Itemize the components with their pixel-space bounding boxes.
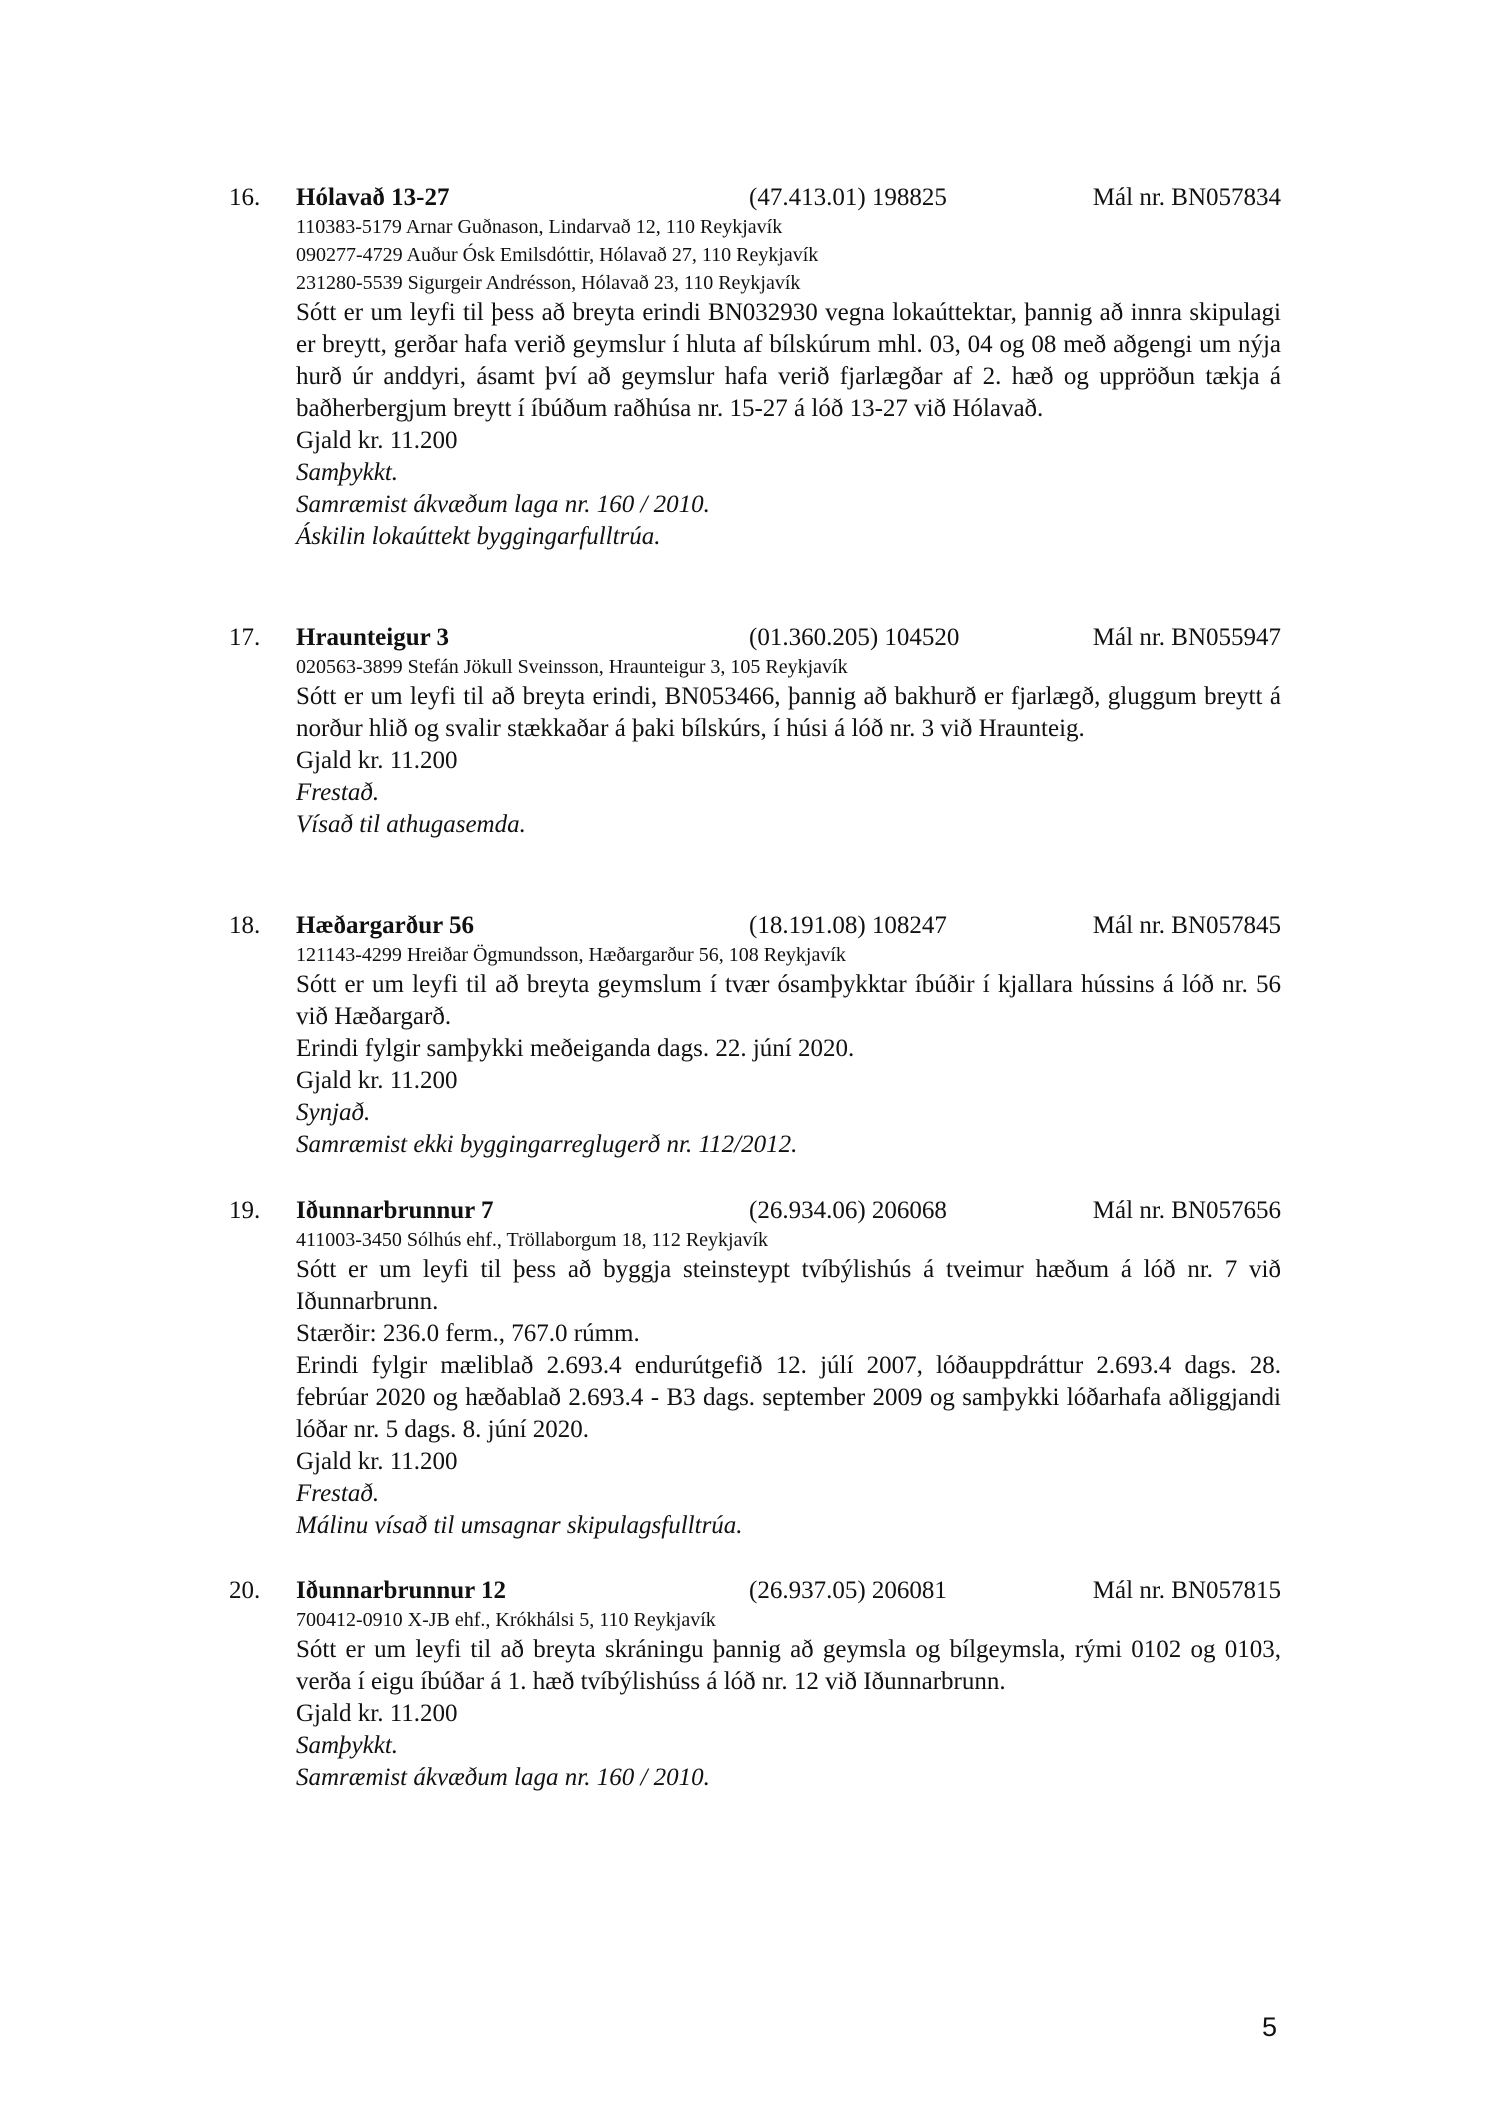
entry-address: Hraunteigur 3	[296, 624, 450, 651]
entry-address: Hæðargarður 56	[296, 912, 474, 939]
entry-body	[296, 941, 1281, 1161]
decision-line: Samræmist ákvæðum laga nr. 160 / 2010.	[296, 491, 710, 518]
entry-address: Iðunnarbrunnur 7	[296, 1197, 494, 1224]
entry-case-number: Mál nr. BN057815	[1092, 1577, 1281, 1604]
entry-address: Iðunnarbrunnur 12	[296, 1577, 507, 1604]
case-entry	[229, 1195, 1281, 1542]
entry-paragraph: Erindi fylgir mæliblað 2.693.4 endurútgefið 12. júlí 2007, lóðauppdráttur 2.693.4 dags. 28. febrúar 2020 og hæðablað 2.693.4 - B3 dags. september 2009 og samþykki lóðarhafa aðliggjandi lóðar nr. 5 dags. 8. júní 2020.	[296, 1352, 1281, 1443]
entry-case-number: Mál nr. BN057656	[1092, 1197, 1281, 1224]
decision-line: Samræmist ákvæðum laga nr. 160 / 2010.	[296, 1764, 710, 1791]
entry-header	[229, 910, 1281, 941]
entry-header	[229, 1575, 1281, 1606]
owner-line: 700412-0910 X-JB ehf., Krókhálsi 5, 110 Reykjavík	[296, 1609, 716, 1631]
owner-line: 231280-5539 Sigurgeir Andrésson, Hólavað 23, 110 Reykjavík	[296, 272, 801, 294]
entry-lot-number: (18.191.08) 108247	[749, 912, 947, 939]
entry-number: 17.	[229, 624, 261, 651]
decision-line: Áskilin lokaúttekt byggingarfulltrúa.	[296, 523, 661, 550]
entry-number: 19.	[229, 1197, 261, 1224]
entry-description: Sótt er um leyfi til að breyta geymslum í tvær ósamþykktar íbúðir í kjallara hússins á lóð nr. 56 við Hæðargarð.	[296, 971, 1281, 1030]
page-number: 5	[1262, 2012, 1278, 2042]
entry-number: 20.	[229, 1577, 261, 1604]
entry-body	[296, 1226, 1281, 1542]
decision-line: Synjað.	[296, 1099, 371, 1126]
entry-fee: Gjald kr. 11.200	[296, 747, 458, 774]
owner-line: 411003-3450 Sólhús ehf., Tröllaborgum 18, 112 Reykjavík	[296, 1229, 769, 1251]
entry-number: 18.	[229, 912, 261, 939]
decision-line: Vísað til athugasemda.	[296, 811, 526, 838]
owner-line: 090277-4729 Auður Ósk Emilsdóttir, Hólavað 27, 110 Reykjavík	[296, 244, 819, 266]
entry-description: Sótt er um leyfi til þess að breyta erindi BN032930 vegna lokaúttektar, þannig að innra skipulagi er breytt, gerðar hafa verið geymslur í hluta af bílskúrum mhl. 03, 04 og 08 með aðgengi um nýja hurð úr anddyri, ásamt því að geymslur hafa verið fjarlægðar af 2. hæð og uppröðun tækja á baðherbergjum breytt í íbúðum raðhúsa nr. 15-27 á lóð 13-27 við Hólavað.	[296, 299, 1281, 422]
case-entry	[229, 622, 1281, 841]
entry-paragraph: Erindi fylgir samþykki meðeiganda dags. 22. júní 2020.	[296, 1035, 855, 1062]
decision-line: Frestað.	[296, 1480, 380, 1507]
entry-body	[296, 213, 1281, 553]
entry-body	[296, 653, 1281, 841]
decision-line: Samþykkt.	[296, 1732, 399, 1759]
entry-number: 16.	[229, 184, 261, 211]
entry-body	[296, 1606, 1281, 1794]
entry-case-number: Mál nr. BN055947	[1092, 624, 1281, 651]
entry-lot-number: (26.934.06) 206068	[749, 1197, 947, 1224]
entry-case-number: Mál nr. BN057834	[1092, 184, 1281, 211]
entry-header	[229, 1195, 1281, 1226]
entry-lot-number: (47.413.01) 198825	[749, 184, 947, 211]
case-entry	[229, 182, 1281, 553]
entry-fee: Gjald kr. 11.200	[296, 427, 458, 454]
decision-line: Samþykkt.	[296, 459, 399, 486]
entry-description: Sótt er um leyfi til að breyta skráningu þannig að geymsla og bílgeymsla, rými 0102 og 0103, verða í eigu íbúðar á 1. hæð tvíbýlishúss á lóð nr. 12 við Iðunnarbrunn.	[296, 1636, 1281, 1695]
entry-fee: Gjald kr. 11.200	[296, 1700, 458, 1727]
owner-line: 110383-5179 Arnar Guðnason, Lindarvað 12, 110 Reykjavík	[296, 216, 783, 238]
entry-paragraph: Stærðir: 236.0 ferm., 767.0 rúmm.	[296, 1320, 640, 1347]
entry-fee: Gjald kr. 11.200	[296, 1448, 458, 1475]
owner-line: 121143-4299 Hreiðar Ögmundsson, Hæðargarður 56, 108 Reykjavík	[296, 944, 846, 966]
decision-line: Frestað.	[296, 779, 380, 806]
entry-description: Sótt er um leyfi til þess að byggja steinsteypt tvíbýlishús á tveimur hæðum á lóð nr. 7 við Iðunnarbrunn.	[296, 1256, 1281, 1315]
entry-lot-number: (26.937.05) 206081	[749, 1577, 947, 1604]
decision-line: Samræmist ekki byggingarreglugerð nr. 112/2012.	[296, 1131, 798, 1158]
entry-header	[229, 182, 1281, 213]
case-entry	[229, 1575, 1281, 1794]
entry-case-number: Mál nr. BN057845	[1092, 912, 1281, 939]
entry-fee: Gjald kr. 11.200	[296, 1067, 458, 1094]
owner-line: 020563-3899 Stefán Jökull Sveinsson, Hraunteigur 3, 105 Reykjavík	[296, 656, 848, 678]
entry-address: Hólavað 13-27	[296, 184, 450, 211]
entry-description: Sótt er um leyfi til að breyta erindi, BN053466, þannig að bakhurð er fjarlægð, gluggum breytt á norður hlið og svalir stækkaðar á þaki bílskúrs, í húsi á lóð nr. 3 við Hraunteig.	[296, 683, 1281, 742]
entry-header	[229, 622, 1281, 653]
decision-line: Málinu vísað til umsagnar skipulagsfulltrúa.	[296, 1512, 743, 1539]
entry-lot-number: (01.360.205) 104520	[749, 624, 960, 651]
case-entry	[229, 910, 1281, 1161]
